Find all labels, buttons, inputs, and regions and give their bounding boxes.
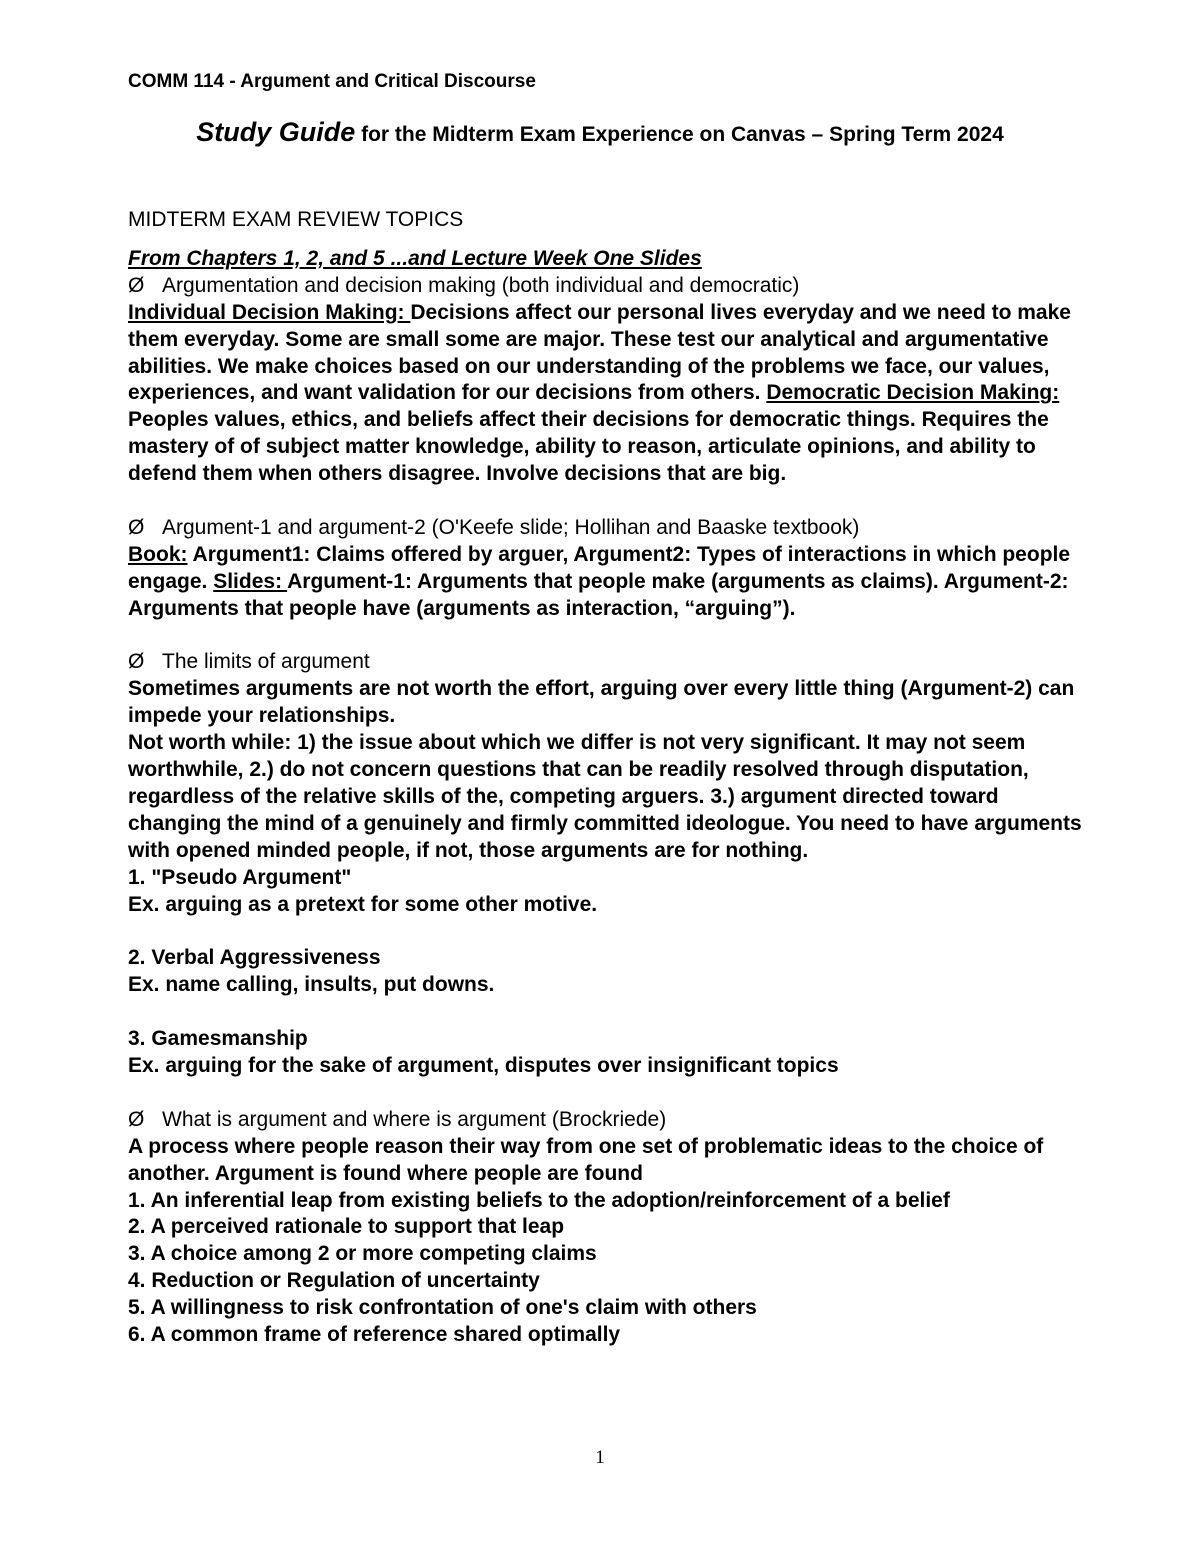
topic-paragraph xyxy=(128,542,1088,623)
topic-title: The limits of argument xyxy=(162,650,370,674)
list-item: 4. Reduction or Regulation of uncertainty xyxy=(128,1269,540,1293)
topic-paragraph: Sometimes arguments are not worth the effort, arguing over every little thing (Argument-2) can impede your relationships. xyxy=(128,677,1075,728)
topic-title: Argumentation and decision making (both individual and democratic) xyxy=(162,273,800,297)
term-label: Democratic Decision Making: xyxy=(766,381,1060,405)
section-heading: MIDTERM EXAM REVIEW TOPICS xyxy=(128,208,464,231)
topic-bullet xyxy=(128,1107,1088,1134)
topic-bullet xyxy=(128,273,1088,300)
list-item-example: Ex. arguing as a pretext for some other motive. xyxy=(128,892,598,916)
list-item: 2. A perceived rationale to support that leap xyxy=(128,1215,565,1239)
topic-paragraph: Not worth while: 1) the issue about which we differ is not very significant. It may not seem worthwhile, 2.) do not concern questions that can be readily resolved through disputation, regardless of the relative skills of the, competing arguers. 3.) argument directed toward changing the mind of a genuinely and firmly committed ideologue. You need to have arguments with opened minded people, if not, those arguments are for nothing. xyxy=(128,731,1082,862)
term-label: Book: xyxy=(128,542,188,566)
list-item: 1. An inferential leap from existing beliefs to the adoption/reinforcement of a belief xyxy=(128,1188,950,1212)
term-text: Peoples values, ethics, and beliefs affect their decisions for democratic things. Requires the mastery of of subject matter knowledge, ability to reason, articulate opinions, and ability to defend them when others disagree. Involve decisions that are big. xyxy=(128,408,1049,486)
list-item-title: 1. "Pseudo Argument" xyxy=(128,865,352,889)
title-rest: for the Midterm Exam Experience on Canvas – Spring Term 2024 xyxy=(355,123,1004,146)
document-body xyxy=(128,207,1088,1349)
topic-title: Argument-1 and argument-2 (O'Keefe slide; Hollihan and Baaske textbook) xyxy=(162,515,860,539)
list-item-example: Ex. arguing for the sake of argument, disputes over insignificant topics xyxy=(128,1054,839,1078)
term-text: Argument1: Claims offered by arguer, Argument2: Types of interactions in which people engage. xyxy=(128,542,1071,593)
arrow-bullet-icon: Ø xyxy=(128,650,145,674)
term-label: Slides: xyxy=(213,569,288,593)
list-item: 3. A choice among 2 or more competing claims xyxy=(128,1242,597,1266)
term-label: Individual Decision Making: xyxy=(128,300,411,324)
topic-paragraph xyxy=(128,300,1088,488)
topic-paragraph: A process where people reason their way from one set of problematic ideas to the choice of another. Argument is found where people are found xyxy=(128,1134,1044,1185)
list-item: 6. A common frame of reference shared optimally xyxy=(128,1323,621,1347)
term-text: Argument-1: Arguments that people make (arguments as claims). Argument-2: Arguments that people have (arguments as interaction, “arguing”). xyxy=(128,569,1069,620)
list-item-title: 2. Verbal Aggressiveness xyxy=(128,946,381,970)
list-item: 5. A willingness to risk confrontation of one's claim with others xyxy=(128,1296,757,1320)
document-title xyxy=(0,117,1200,148)
arrow-bullet-icon: Ø xyxy=(128,515,145,539)
arrow-bullet-icon: Ø xyxy=(128,273,145,297)
list-item-example: Ex. name calling, insults, put downs. xyxy=(128,973,495,997)
list-item-title: 3. Gamesmanship xyxy=(128,1027,308,1051)
arrow-bullet-icon: Ø xyxy=(128,1107,145,1131)
topic-bullet xyxy=(128,515,1088,542)
course-header: COMM 114 - Argument and Critical Discourse xyxy=(128,71,536,92)
topic-title: What is argument and where is argument (Brockriede) xyxy=(162,1107,667,1131)
source-line: From Chapters 1, 2, and 5 ...and Lecture Week One Slides xyxy=(128,246,702,270)
term-text: Decisions affect our personal lives everyday and we need to make them everyday. Some are small some are major. These test our analytical and argumentative abilities. We make choices based on our understanding of the problems we face, our values, experiences, and want validation for our decisions from others. xyxy=(128,300,1071,405)
page-number: 1 xyxy=(595,1447,605,1468)
title-study-guide: Study Guide xyxy=(196,117,356,147)
topic-bullet xyxy=(128,649,1088,676)
